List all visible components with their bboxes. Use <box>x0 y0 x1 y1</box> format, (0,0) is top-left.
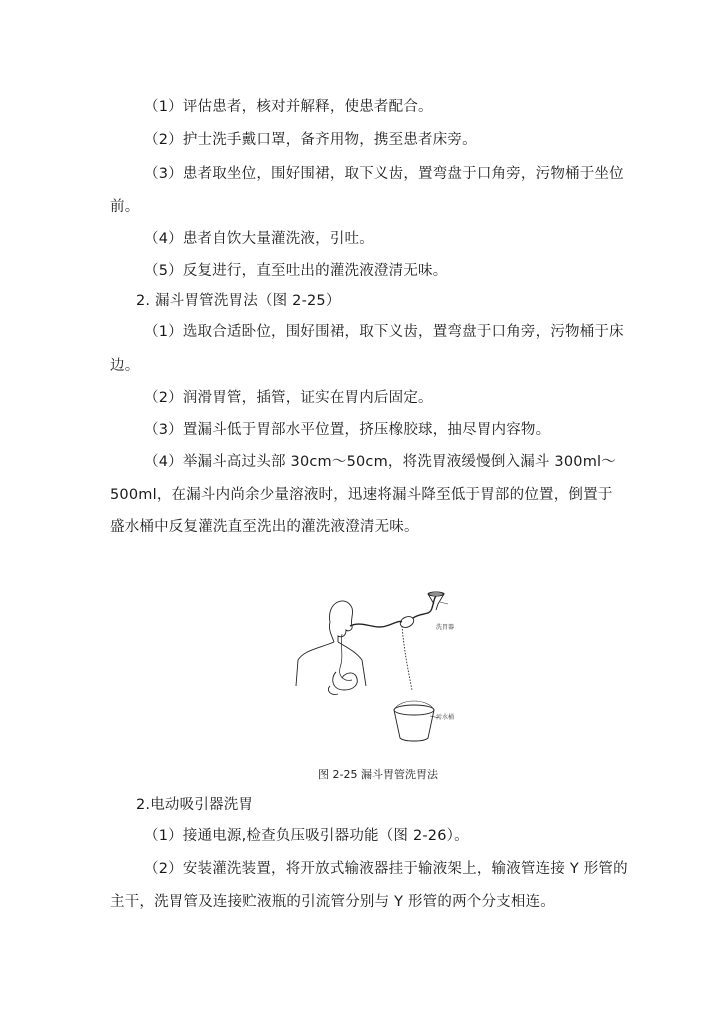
funnel-label: 洗胃器 <box>436 624 455 631</box>
funnel-step-3-text: （3）置漏斗低于胃部水平位置，挤压橡胶球，抽尽胃内容物。 <box>144 422 551 438</box>
funnel-step-2-text: （2）润滑胃管，插管，证实在胃内后固定。 <box>144 390 433 406</box>
electric-step-2-text-cont: 主干，洗胃管及连接贮液瓶的引流管分别与 Y 形管的两个分支相连。 <box>110 894 555 910</box>
bucket-label: 污水桶 <box>436 714 455 721</box>
funnel-step-4-text: （4）举漏斗高过头部 30cm～50cm，将洗胃液缓慢倒入漏斗 300ml～ <box>144 454 616 470</box>
step-3-text: （3）患者取坐位，围好围裙，取下义齿，置弯盘于口角旁，污物桶于坐位 <box>144 166 624 182</box>
electric-step-2-text: （2）安装灌洗装置，将开放式输液器挂于输液架上，输液管连接 Y 形管的 <box>144 861 628 877</box>
step-1-text: （1）评估患者，核对并解释，使患者配合。 <box>144 99 433 115</box>
electric-step-1-text: （1）接通电源,检查负压吸引器功能（图 2-26）。 <box>144 828 469 844</box>
funnel-step-4-text-cont: 500ml，在漏斗内尚余少量溶液时，迅速将漏斗降至低于胃部的位置，倒置于 <box>110 487 613 503</box>
section-heading-funnel: 2. 漏斗胃管洗胃法（图 2-25） <box>136 293 341 309</box>
funnel-step-4-text-cont2: 盛水桶中反复灌洗直至洗出的灌洗液澄清无味。 <box>110 519 419 535</box>
step-4-text: （4）患者自饮大量灌洗液，引吐。 <box>144 231 374 247</box>
step-3-text-cont: 前。 <box>110 199 140 215</box>
figure-caption: 图 2-25 漏斗胃管洗胃法 <box>318 768 438 781</box>
funnel-step-1-text-cont: 边。 <box>110 358 140 374</box>
section-heading-electric: 2.电动吸引器洗胃 <box>136 797 254 813</box>
funnel-lavage-figure <box>290 590 460 750</box>
funnel-lavage-illustration <box>290 590 460 750</box>
step-2-text: （2）护士洗手戴口罩，备齐用物，携至患者床旁。 <box>144 132 477 148</box>
step-5-text: （5）反复进行，直至吐出的灌洗液澄清无味。 <box>144 263 448 279</box>
funnel-step-1-text: （1）选取合适卧位，围好围裙，取下义齿，置弯盘于口角旁，污物桶于床 <box>144 324 624 340</box>
